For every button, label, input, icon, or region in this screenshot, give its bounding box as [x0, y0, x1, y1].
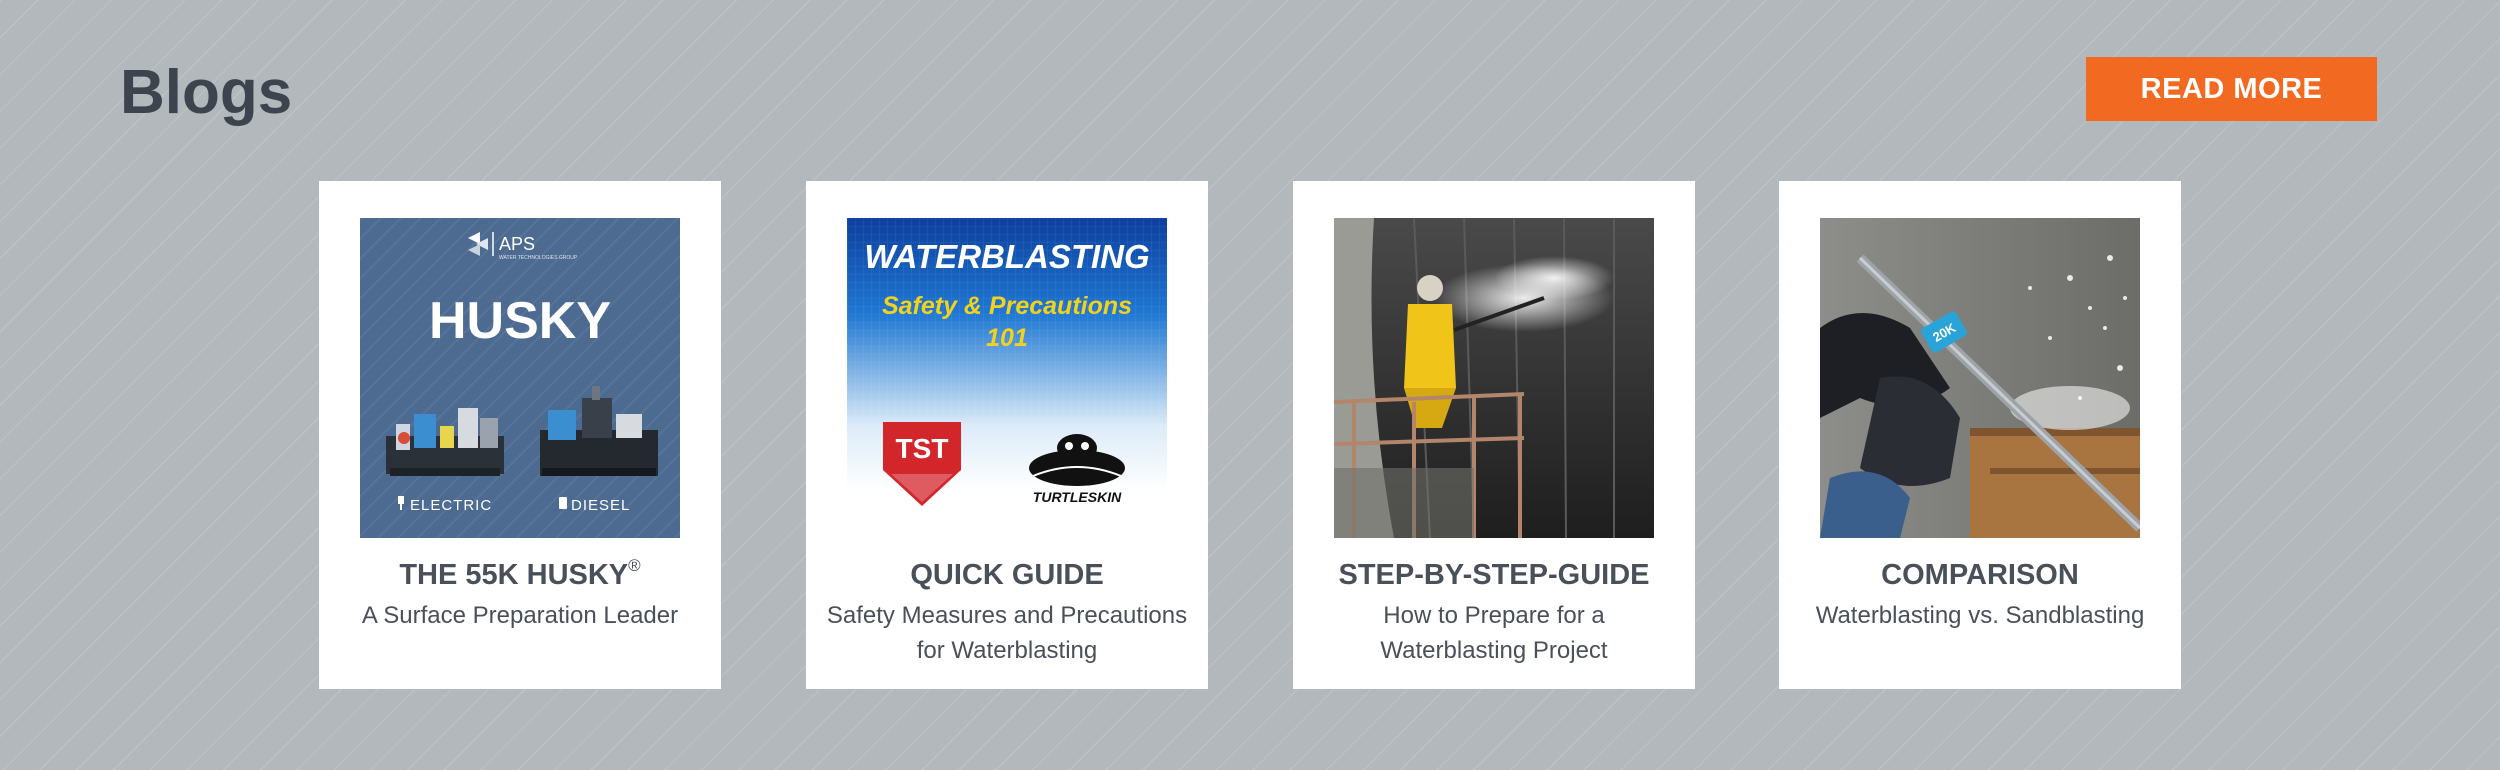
card-heading[interactable]: STEP-BY-STEP-GUIDE — [1338, 559, 1650, 591]
safety-title: Safety & Precautions — [881, 292, 1133, 320]
card-subtitle: How to Prepare for a Waterblasting Project — [1380, 602, 1608, 664]
husky-title: HUSKY — [428, 292, 612, 350]
husky-image — [360, 218, 680, 538]
registered-mark: ® — [628, 556, 641, 575]
card-subtitle: Waterblasting vs. Sandblasting — [1815, 602, 2145, 629]
blog-card-comparison[interactable] — [1779, 181, 2181, 689]
card-subtitle: Safety Measures and Precautions for Waterblasting — [826, 602, 1188, 664]
step-guide-photo — [1334, 218, 1654, 538]
electric-label: ELECTRIC — [410, 497, 493, 514]
diesel-label: DIESEL — [571, 497, 631, 514]
card-subtitle: A Surface Preparation Leader — [361, 602, 679, 629]
blog-card-quick-guide[interactable] — [806, 181, 1208, 689]
card-heading[interactable]: COMPARISON — [1881, 559, 2079, 591]
20k-tag-text: 20K — [1930, 319, 1959, 345]
blog-card-husky[interactable] — [319, 181, 721, 689]
quick-guide-thumbnail[interactable] — [847, 218, 1167, 538]
blog-card-step-by-step[interactable] — [1293, 181, 1695, 689]
card-heading-text: THE 55K HUSKY — [399, 559, 629, 591]
card-heading[interactable]: QUICK GUIDE — [910, 559, 1104, 591]
tst-text: TST — [895, 433, 949, 464]
comparison-photo — [1820, 218, 2140, 538]
aps-brand: APS — [499, 234, 536, 254]
husky-thumbnail[interactable] — [360, 218, 680, 538]
waterblasting-title: WATERBLASTING — [864, 238, 1150, 275]
fuel-icon — [559, 497, 567, 509]
safety-number: 101 — [986, 324, 1028, 352]
quick-guide-image — [847, 218, 1167, 538]
read-more-button[interactable]: READ MORE — [2086, 57, 2377, 121]
card-heading[interactable] — [319, 558, 721, 593]
aps-brand-sub: WATER TECHNOLOGIES GROUP — [499, 255, 578, 261]
turtleskin-text: TURTLESKIN — [1032, 489, 1122, 505]
section-title: Blogs — [120, 58, 293, 127]
comparison-thumbnail[interactable] — [1820, 218, 2140, 538]
step-guide-thumbnail[interactable] — [1334, 218, 1654, 538]
